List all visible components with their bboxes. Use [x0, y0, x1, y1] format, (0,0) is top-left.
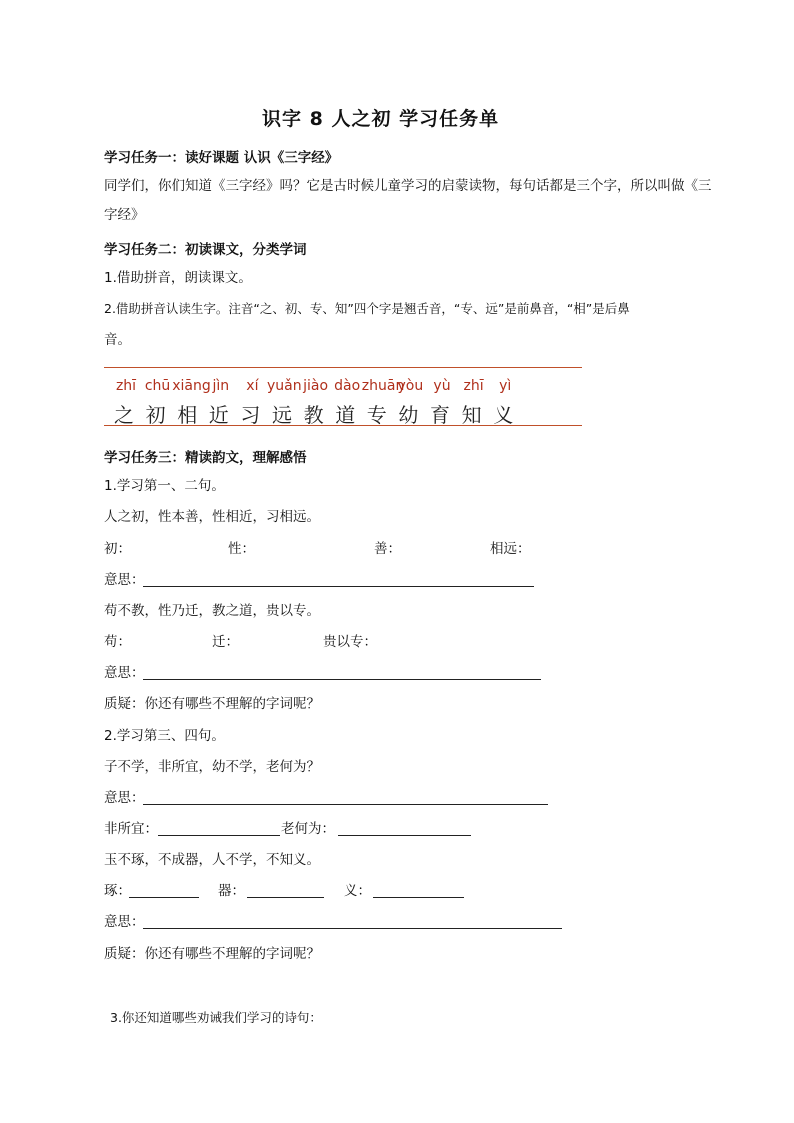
pinyin-2: xiāng [172, 378, 211, 394]
term-xing-label: 性： [228, 541, 255, 557]
term-yi-label: 义： [344, 883, 371, 899]
meaning2-answer-line[interactable] [143, 679, 541, 680]
part3-label: 3.你还知道哪些劝诫我们学习的诗句： [110, 1010, 322, 1025]
task1-paragraph-line2: 字经》 [104, 207, 145, 223]
pinyin-6: jiào [303, 378, 329, 394]
hanzi-7: 道 [335, 403, 356, 427]
pinyin-12: yì [499, 378, 512, 394]
task2-heading: 学习任务二：初读课文，分类学词 [104, 242, 307, 258]
term-shan-label: 善： [374, 541, 401, 557]
zhuo-answer-line[interactable] [129, 897, 199, 898]
meaning2-label: 意思： [104, 665, 145, 681]
term-gou-label: 苟： [104, 634, 131, 650]
verse1: 人之初，性本善，性相近，习相远。 [104, 509, 320, 525]
pinyin-9: yòu [397, 378, 424, 394]
meaning3-label: 意思： [104, 790, 145, 806]
term-chu-label: 初： [104, 541, 131, 557]
task1-paragraph-line1: 同学们，你们知道《三字经》吗？它是古时候儿童学习的启蒙读物，每句话都是三个字，所以叫做《三 [104, 178, 712, 194]
pinyin-top-rule [104, 367, 582, 368]
pinyin-0: zhī [115, 378, 137, 394]
question1: 质疑：你还有哪些不理解的字词呢？ [104, 696, 320, 712]
feisuoyi-answer-line[interactable] [158, 835, 280, 836]
pinyin-8: zhuān [361, 378, 405, 394]
term-xiangyuan-label: 相远： [490, 541, 531, 557]
meaning3-answer-line[interactable] [143, 804, 548, 805]
page-title: 识字 8 人之初 学习任务单 [262, 108, 500, 130]
task1-heading: 学习任务一：读好课题 认识《三字经》 [104, 150, 339, 166]
meaning1-answer-line[interactable] [143, 586, 534, 587]
hanzi-1: 初 [145, 403, 166, 427]
pinyin-3: jìn [212, 378, 230, 394]
term-zhuo-label: 琢： [104, 883, 131, 899]
meaning4-answer-line[interactable] [143, 928, 562, 929]
pinyin-4: xí [246, 378, 259, 394]
qi-answer-line[interactable] [247, 897, 324, 898]
task2-item1: 1.借助拼音，朗读课文。 [104, 270, 252, 286]
pinyin-7: dào [334, 378, 361, 394]
hanzi-8: 专 [366, 403, 387, 427]
hanzi-12: 义 [493, 403, 514, 427]
term-feisuoyi-label: 非所宜： [104, 821, 158, 837]
term-guiyizhuan-label: 贵以专： [323, 634, 377, 650]
question2: 质疑：你还有哪些不理解的字词呢？ [104, 946, 320, 962]
meaning4-label: 意思： [104, 914, 145, 930]
task2-item2-line2: 音。 [104, 332, 131, 348]
hanzi-2: 相 [177, 403, 198, 427]
meaning1-label: 意思： [104, 572, 145, 588]
verse3: 子不学，非所宜，幼不学，老何为？ [104, 759, 320, 775]
term-laoheweii-label: 老何为： [281, 821, 335, 837]
yi-answer-line[interactable] [373, 897, 464, 898]
hanzi-11: 知 [461, 403, 482, 427]
hanzi-0: 之 [114, 403, 134, 427]
part2-label: 2.学习第三、四句。 [104, 728, 225, 744]
hanzi-5: 远 [272, 403, 292, 427]
pinyin-10: yù [433, 378, 451, 394]
hanzi-6: 教 [303, 403, 324, 427]
hanzi-9: 幼 [398, 403, 419, 427]
part1-label: 1.学习第一、二句。 [104, 478, 225, 494]
pinyin-11: zhī [463, 378, 484, 394]
term-qian-label: 迁： [212, 634, 239, 650]
task3-heading: 学习任务三：精读韵文，理解感悟 [104, 450, 307, 466]
hanzi-3: 近 [208, 403, 229, 427]
hanzi-10: 育 [430, 403, 450, 427]
hanzi-4: 习 [240, 403, 261, 427]
verse2: 苟不教，性乃迁，教之道，贵以专。 [104, 603, 320, 619]
pinyin-1: chū [144, 378, 171, 394]
verse4: 玉不琢，不成器，人不学，不知义。 [104, 852, 320, 868]
task2-item2-line1: 2.借助拼音认读生字。注音“之、初、专、知”四个字是翘舌音，“专、远”是前鼻音，“相”是后鼻 [104, 301, 630, 316]
term-qi-label: 器： [218, 883, 245, 899]
laohewei-answer-line[interactable] [338, 835, 471, 836]
pinyin-5: yuǎn [267, 378, 302, 394]
